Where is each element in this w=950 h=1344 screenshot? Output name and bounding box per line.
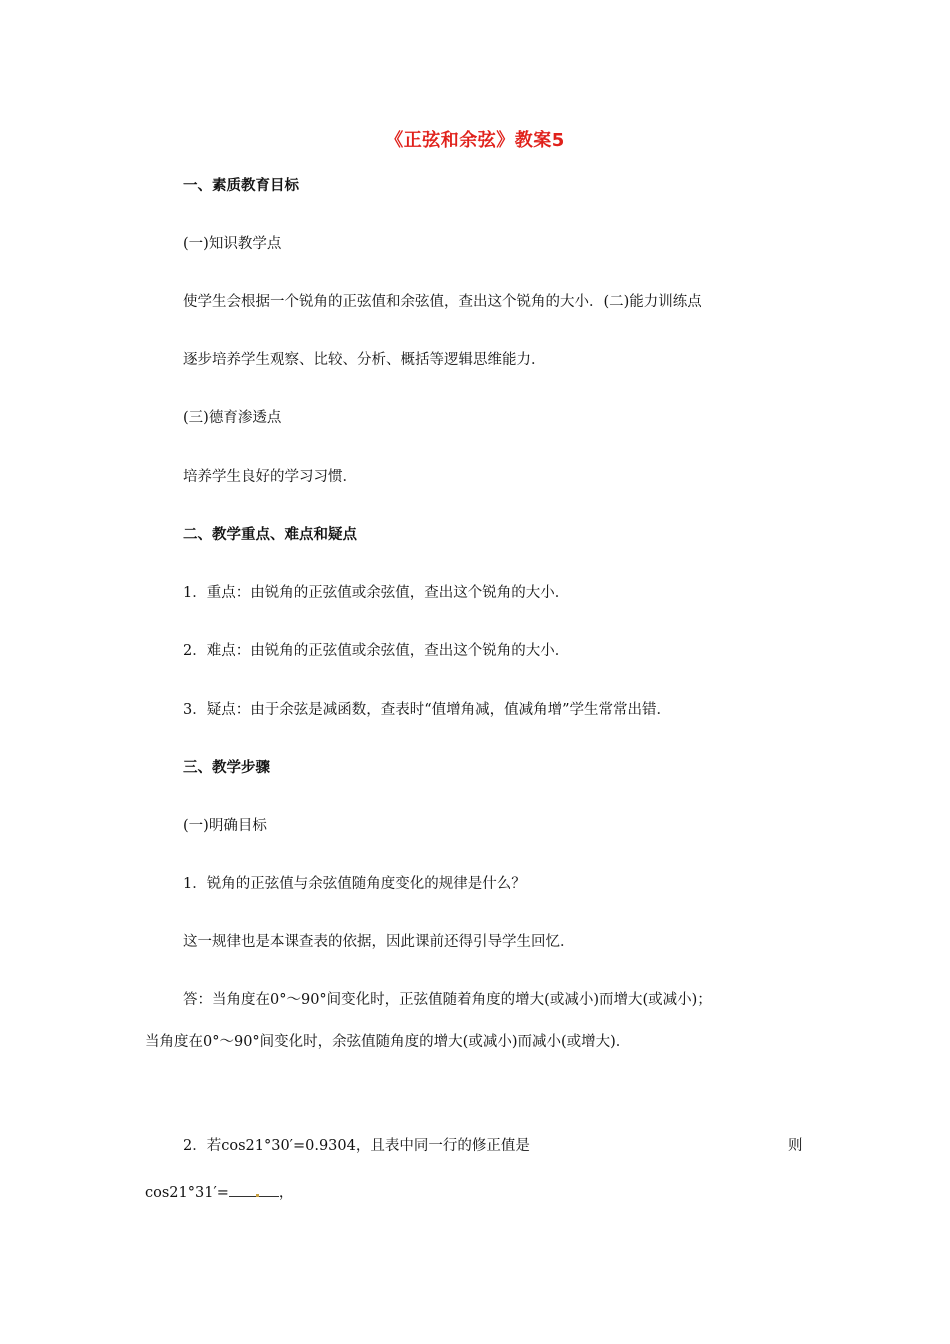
section-1-heading: 一、素质教育目标 [183, 178, 299, 194]
question-2-line-2 [145, 1182, 293, 1203]
list-item-doubt: 3．疑点：由于余弦是减函数，查表时“值增角减，值减角增”学生常常出错． [183, 702, 672, 718]
section-3-heading: 三、教学步骤 [183, 760, 270, 776]
answer-line-1: 答：当角度在0°～90°间变化时，正弦值随着角度的增大(或减小)而增大(或减小)； [183, 992, 712, 1008]
subheading-knowledge: (一)知识教学点 [183, 236, 282, 252]
question-2-suffix: ， [278, 1185, 294, 1201]
paragraph-moral: 培养学生良好的学习习惯． [183, 469, 357, 485]
subheading-moral: (三)德育渗透点 [183, 410, 282, 426]
subheading-goal: (一)明确目标 [183, 818, 267, 834]
list-item-difficulty: 2．难点：由锐角的正弦值或余弦值，查出这个锐角的大小． [183, 643, 570, 659]
question-1: 1．锐角的正弦值与余弦值随角度变化的规律是什么？ [183, 876, 526, 892]
paragraph-knowledge: 使学生会根据一个锐角的正弦值和余弦值，查出这个锐角的大小．(二)能力训练点 [183, 294, 702, 310]
section-2-heading: 二、教学重点、难点和疑点 [183, 527, 357, 543]
question-1-note: 这一规律也是本课查表的依据，因此课前还得引导学生回忆． [183, 934, 575, 950]
list-item-key-point: 1．重点：由锐角的正弦值或余弦值，查出这个锐角的大小． [183, 585, 570, 601]
question-2-then: 则 [788, 1138, 803, 1154]
page-title: 《正弦和余弦》教案5 [385, 130, 565, 151]
paragraph-ability: 逐步培养学生观察、比较、分析、概括等逻辑思维能力． [183, 352, 546, 368]
question-2-line-1: 2．若cos21°30′=0.9304，且表中同一行的修正值是 [183, 1138, 530, 1154]
question-2-prefix: cos21°31′= [145, 1185, 229, 1201]
answer-line-2: 当角度在0°～90°间变化时，余弦值随角度的增大(或减小)而减小(或增大)． [145, 1034, 631, 1050]
answer-blank[interactable] [229, 1182, 279, 1197]
